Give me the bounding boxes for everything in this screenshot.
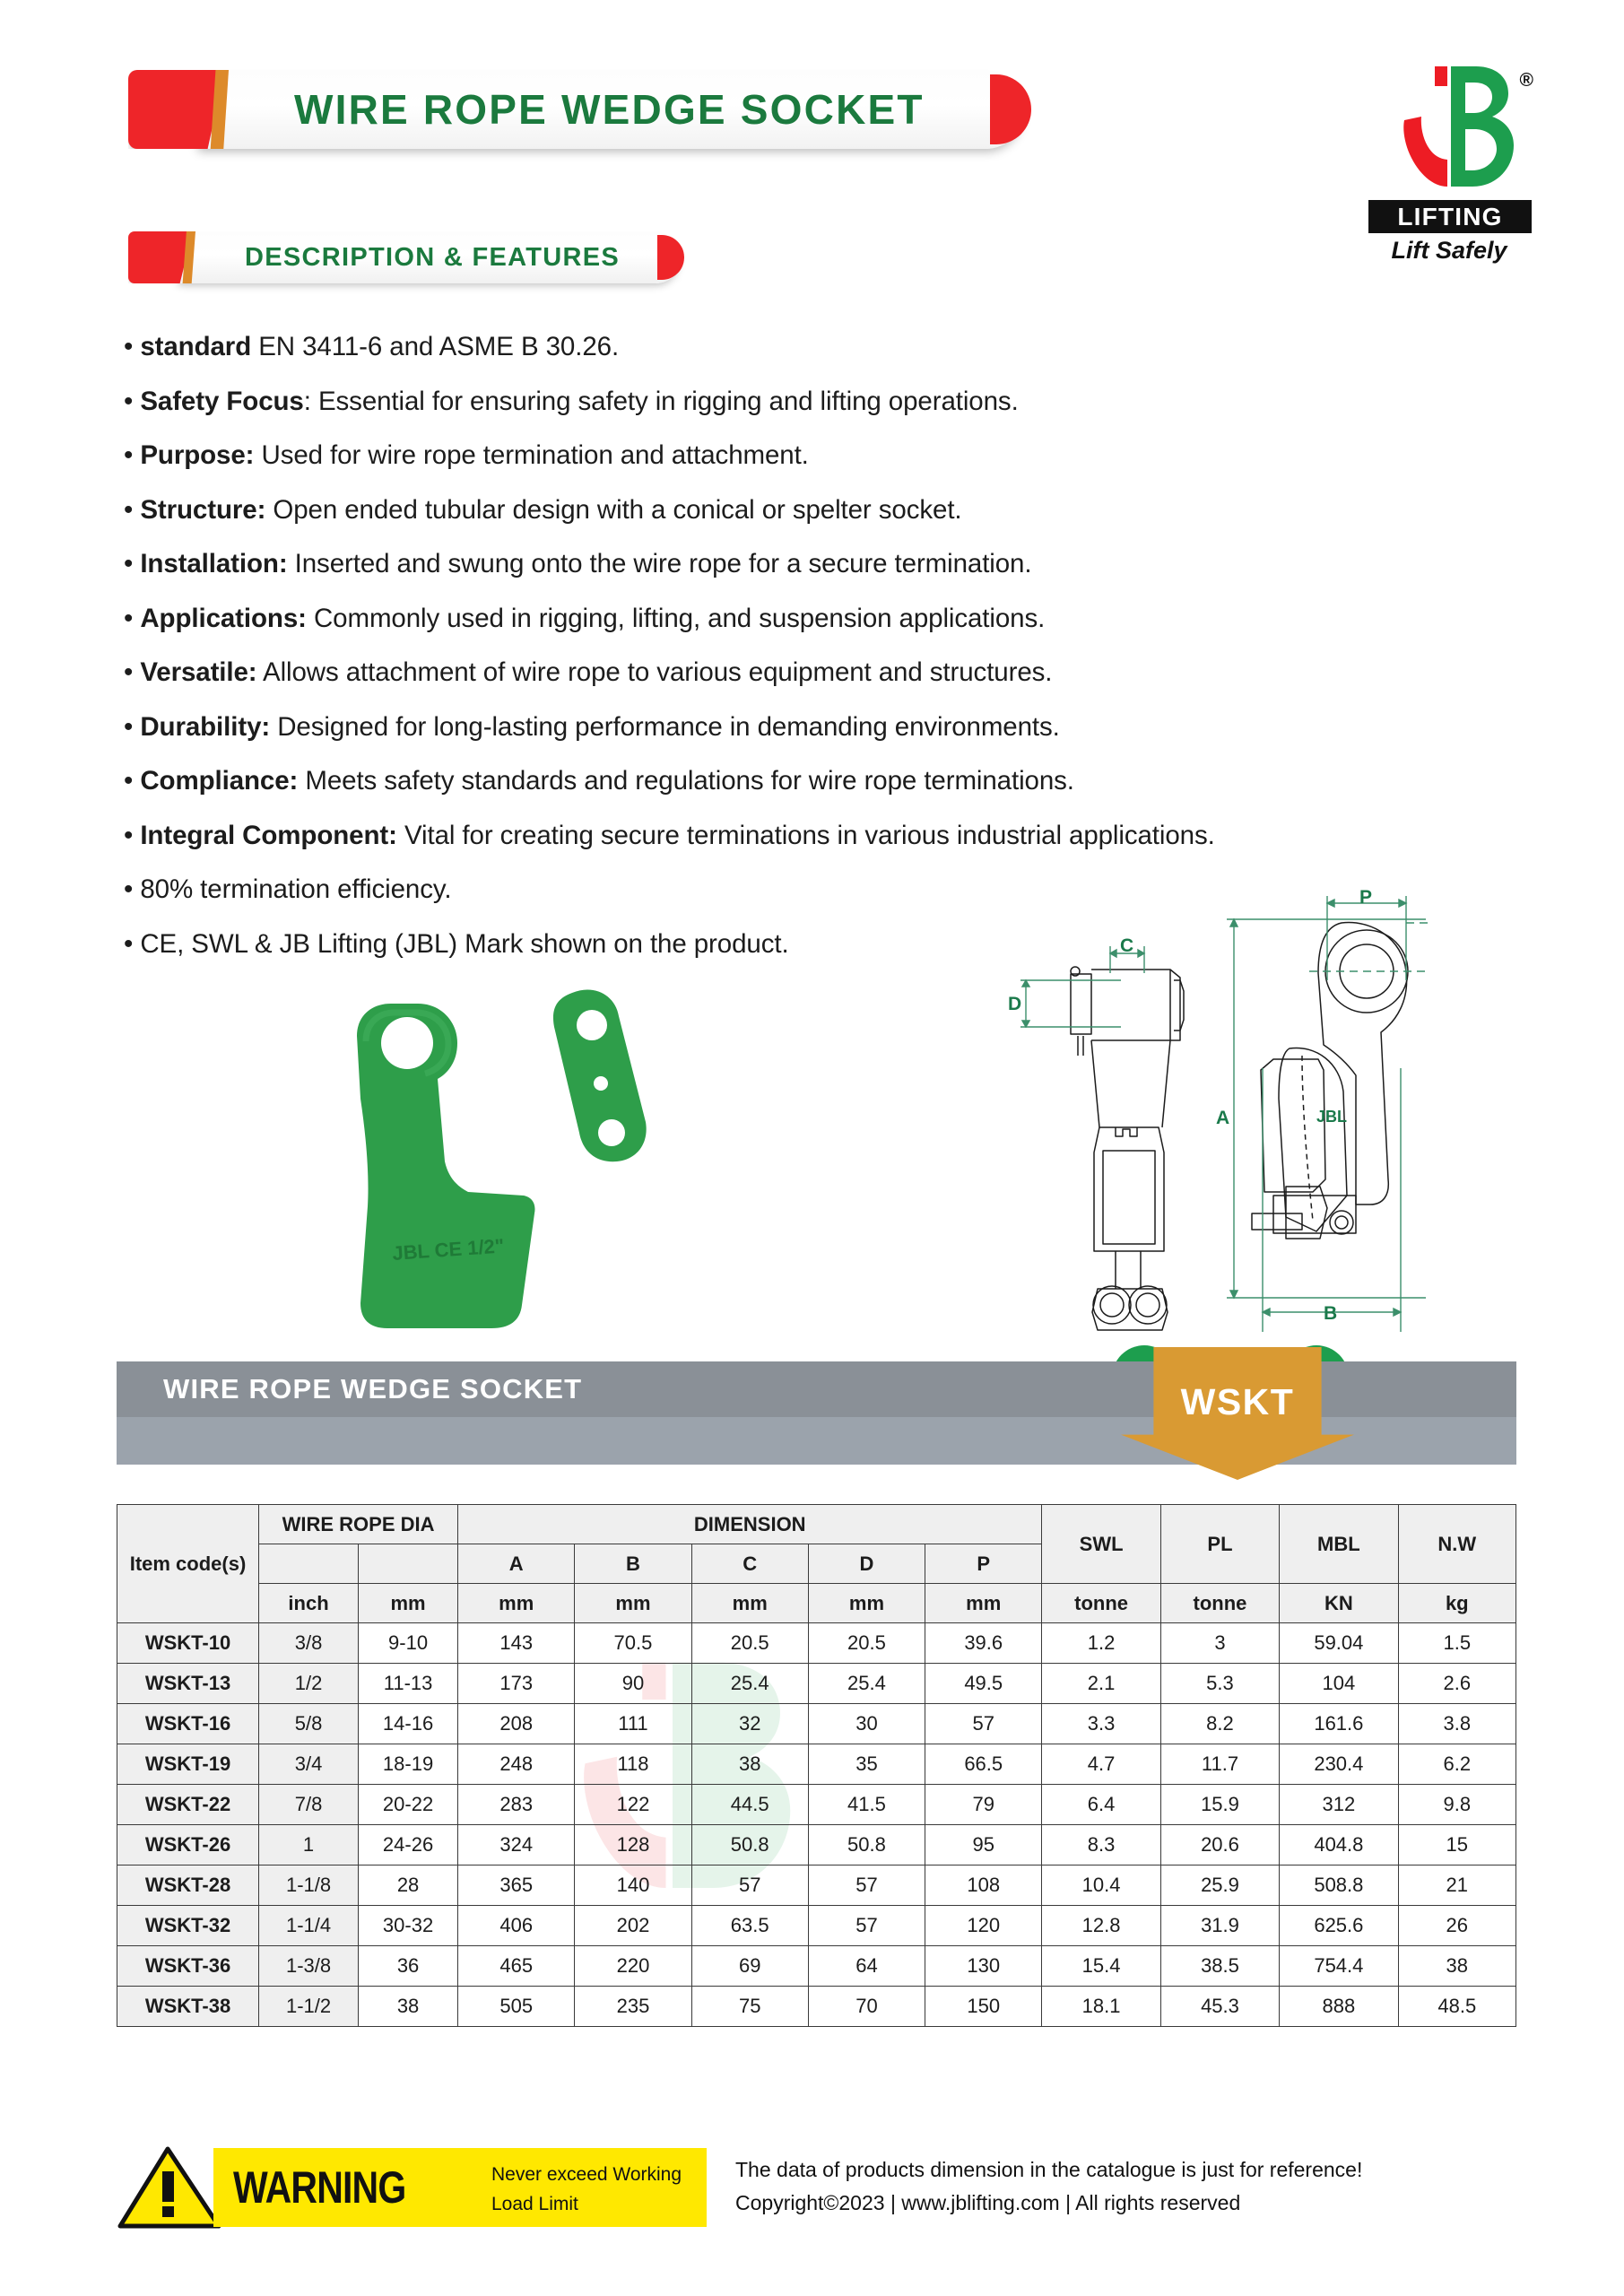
table-units-row: [117, 1584, 1516, 1623]
cell-dia-mm: 38: [359, 1987, 458, 2027]
cell-b: 202: [575, 1906, 691, 1946]
cell-p: 108: [925, 1866, 1042, 1906]
cell-inch: 3/8: [259, 1623, 359, 1664]
cell-a: 505: [458, 1987, 575, 2027]
cell-mbl: 104: [1280, 1664, 1398, 1704]
cell-inch: 1-1/8: [259, 1866, 359, 1906]
cell-b: 111: [575, 1704, 691, 1744]
cell-dia-mm: 14-16: [359, 1704, 458, 1744]
cell-code: WSKT-10: [117, 1623, 259, 1664]
cell-d: 57: [808, 1866, 925, 1906]
feature-label: Installation:: [140, 549, 288, 578]
cell-mbl: 312: [1280, 1785, 1398, 1825]
cell-nw: 3.8: [1398, 1704, 1515, 1744]
cell-dia-mm: 24-26: [359, 1825, 458, 1866]
feature-item: • Compliance: Meets safety standards and regulations for wire rope terminations.: [124, 766, 1074, 796]
cell-c: 25.4: [691, 1664, 808, 1704]
feature-item: • Purpose: Used for wire rope termination and attachment.: [124, 440, 809, 470]
cell-code: WSKT-16: [117, 1704, 259, 1744]
feature-text: Vital for creating secure terminations in various industrial applications.: [396, 820, 1215, 850]
cell-mbl: 888: [1280, 1987, 1398, 2027]
table-row: [117, 1906, 1516, 1946]
cell-p: 66.5: [925, 1744, 1042, 1785]
table-row: [117, 1785, 1516, 1825]
section-cap-right: [657, 235, 684, 280]
feature-text: Used for wire rope termination and attachment.: [254, 440, 809, 470]
page-title: WIRE ROPE WEDGE SOCKET: [294, 86, 925, 133]
cell-b: 235: [575, 1987, 691, 2027]
th-unit-pl: tonne: [1160, 1584, 1279, 1623]
cell-swl: 6.4: [1042, 1785, 1160, 1825]
cell-dia-mm: 28: [359, 1866, 458, 1906]
feature-text: : Essential for ensuring safety in rigging and lifting operations.: [303, 386, 1019, 416]
cell-c: 20.5: [691, 1623, 808, 1664]
cell-swl: 18.1: [1042, 1987, 1160, 2027]
cell-c: 69: [691, 1946, 808, 1987]
product-banner: [117, 1361, 1516, 1465]
cell-dia-mm: 11-13: [359, 1664, 458, 1704]
cell-pl: 5.3: [1160, 1664, 1279, 1704]
page-footer: [117, 2146, 1516, 2245]
feature-label: Purpose:: [140, 440, 255, 470]
cell-nw: 48.5: [1398, 1987, 1515, 2027]
warning-detail: Never exceed Working Load Limit: [491, 2164, 682, 2214]
cell-mbl: 161.6: [1280, 1704, 1398, 1744]
cell-swl: 2.1: [1042, 1664, 1160, 1704]
dimension-label-A: A: [1216, 1108, 1230, 1128]
cell-nw: 15: [1398, 1825, 1515, 1866]
cell-b: 220: [575, 1946, 691, 1987]
cell-code: WSKT-36: [117, 1946, 259, 1987]
th-unit-b: mm: [575, 1584, 691, 1623]
cell-dia-mm: 20-22: [359, 1785, 458, 1825]
cell-c: 32: [691, 1704, 808, 1744]
cell-code: WSKT-38: [117, 1987, 259, 2027]
cell-d: 57: [808, 1906, 925, 1946]
table-row: [117, 1946, 1516, 1987]
th-unit-mm: mm: [359, 1584, 458, 1623]
feature-item: • CE, SWL & JB Lifting (JBL) Mark shown on the product.: [124, 928, 789, 959]
feature-item: • Structure: Open ended tubular design with a conical or spelter socket.: [124, 494, 962, 525]
wedge-socket-body: [357, 1004, 535, 1328]
th-unit-nw: kg: [1398, 1584, 1515, 1623]
th-wire-rope-dia: WIRE ROPE DIA: [259, 1505, 458, 1544]
cell-p: 39.6: [925, 1623, 1042, 1664]
feature-text: Commonly used in rigging, lifting, and suspension applications.: [306, 603, 1046, 633]
cell-d: 64: [808, 1946, 925, 1987]
cell-nw: 9.8: [1398, 1785, 1515, 1825]
jb-lifting-logo: [1359, 61, 1539, 272]
th-unit-inch: inch: [259, 1584, 359, 1623]
cell-code: WSKT-26: [117, 1825, 259, 1866]
cell-swl: 4.7: [1042, 1744, 1160, 1785]
dimension-label-B: B: [1324, 1303, 1338, 1324]
th-dim-p: P: [925, 1544, 1042, 1584]
cell-pl: 25.9: [1160, 1866, 1279, 1906]
cell-b: 122: [575, 1785, 691, 1825]
cell-c: 75: [691, 1987, 808, 2027]
cell-a: 248: [458, 1744, 575, 1785]
feature-label: Durability:: [140, 711, 271, 742]
cell-dia-mm: 30-32: [359, 1906, 458, 1946]
footer-copyright: Copyright©2023 | www.jblifting.com | All rights reserved: [735, 2191, 1241, 2215]
registered-trademark-icon: ®: [1519, 70, 1533, 91]
cell-code: WSKT-19: [117, 1744, 259, 1785]
cell-p: 57: [925, 1704, 1042, 1744]
warning-word: WARNING: [233, 2162, 406, 2213]
feature-label: Versatile:: [140, 657, 257, 687]
cell-a: 406: [458, 1906, 575, 1946]
cell-swl: 8.3: [1042, 1825, 1160, 1866]
feature-item: • Versatile: Allows attachment of wire rope to various equipment and structures.: [124, 657, 1053, 687]
feature-label: Safety Focus: [140, 386, 304, 416]
feature-item: • 80% termination efficiency.: [124, 874, 452, 904]
cell-mbl: 59.04: [1280, 1623, 1398, 1664]
feature-item: • Durability: Designed for long-lasting performance in demanding environments.: [124, 711, 1060, 742]
cell-inch: 3/4: [259, 1744, 359, 1785]
th-nw: N.W: [1398, 1505, 1515, 1584]
specification-table: [117, 1504, 1516, 2027]
th-item-code: Item code(s): [117, 1505, 259, 1623]
cell-inch: 1-3/8: [259, 1946, 359, 1987]
cell-dia-mm: 36: [359, 1946, 458, 1987]
th-dim-a: A: [458, 1544, 575, 1584]
cell-inch: 5/8: [259, 1704, 359, 1744]
cell-inch: 1-1/4: [259, 1906, 359, 1946]
th-unit-a: mm: [458, 1584, 575, 1623]
drawing-side-view: [1252, 923, 1408, 1239]
th-unit-p: mm: [925, 1584, 1042, 1623]
feature-text: Designed for long-lasting performance in demanding environments.: [270, 711, 1060, 742]
feature-label: standard: [140, 332, 252, 361]
th-dim-d: D: [808, 1544, 925, 1584]
th-unit-mbl: KN: [1280, 1584, 1398, 1623]
page-title-banner: [128, 70, 1025, 149]
cell-a: 283: [458, 1785, 575, 1825]
feature-text: Inserted and swung onto the wire rope for a secure termination.: [287, 549, 1032, 578]
cell-d: 25.4: [808, 1664, 925, 1704]
cell-swl: 3.3: [1042, 1704, 1160, 1744]
cell-b: 140: [575, 1866, 691, 1906]
cell-d: 41.5: [808, 1785, 925, 1825]
cell-b: 128: [575, 1825, 691, 1866]
cell-b: 118: [575, 1744, 691, 1785]
feature-label: Applications:: [140, 603, 307, 633]
specification-table-wrap: [117, 1504, 1516, 2027]
dimension-label-P: P: [1359, 887, 1373, 908]
th-dim-b: B: [575, 1544, 691, 1584]
drawing-front-view: [1071, 967, 1184, 1330]
cell-code: WSKT-22: [117, 1785, 259, 1825]
cell-a: 143: [458, 1623, 575, 1664]
cell-inch: 1-1/2: [259, 1987, 359, 2027]
cell-nw: 26: [1398, 1906, 1515, 1946]
table-header-row-1: [117, 1505, 1516, 1544]
cell-pl: 38.5: [1160, 1946, 1279, 1987]
product-code-label: WSKT: [1180, 1381, 1295, 1422]
cell-mbl: 404.8: [1280, 1825, 1398, 1866]
warning-triangle-icon: [117, 2146, 222, 2229]
footer-disclaimer: The data of products dimension in the catalogue is just for reference!: [735, 2158, 1363, 2181]
th-unit-c: mm: [691, 1584, 808, 1623]
feature-item: • Safety Focus: Essential for ensuring safety in rigging and lifting operations.: [124, 386, 1019, 416]
cell-a: 365: [458, 1866, 575, 1906]
cell-a: 173: [458, 1664, 575, 1704]
cell-mbl: 230.4: [1280, 1744, 1398, 1785]
cell-c: 63.5: [691, 1906, 808, 1946]
product-photo: [332, 982, 708, 1350]
cell-nw: 1.5: [1398, 1623, 1515, 1664]
wedge-pin-plate: [553, 989, 647, 1161]
cell-d: 20.5: [808, 1623, 925, 1664]
cell-swl: 10.4: [1042, 1866, 1160, 1906]
cell-dia-mm: 9-10: [359, 1623, 458, 1664]
th-mbl: MBL: [1280, 1505, 1398, 1584]
cell-d: 35: [808, 1744, 925, 1785]
logo-wordmark: LIFTING: [1368, 200, 1532, 233]
section-title: DESCRIPTION & FEATURES: [245, 243, 620, 272]
cell-pl: 45.3: [1160, 1987, 1279, 2027]
feature-text: Meets safety standards and regulations for wire rope terminations.: [298, 766, 1074, 796]
cell-pl: 3: [1160, 1623, 1279, 1664]
table-row: [117, 1825, 1516, 1866]
feature-label: Integral Component:: [140, 820, 397, 850]
feature-item: • Installation: Inserted and swung onto the wire rope for a secure termination.: [124, 549, 1032, 578]
cell-pl: 11.7: [1160, 1744, 1279, 1785]
cell-c: 38: [691, 1744, 808, 1785]
dimension-labels: [1008, 887, 1372, 1324]
th-unit-d: mm: [808, 1584, 925, 1623]
section-header-banner: [128, 231, 684, 283]
dimension-label-D: D: [1008, 994, 1022, 1014]
product-banner-title: WIRE ROPE WEDGE SOCKET: [163, 1373, 583, 1405]
dimension-label-C: C: [1120, 935, 1134, 956]
cell-c: 50.8: [691, 1825, 808, 1866]
feature-text: EN 3411-6 and ASME B 30.26.: [251, 332, 620, 361]
cell-d: 70: [808, 1987, 925, 2027]
table-row: [117, 1704, 1516, 1744]
cell-a: 465: [458, 1946, 575, 1987]
table-row: [117, 1866, 1516, 1906]
cell-mbl: 754.4: [1280, 1946, 1398, 1987]
table-row: [117, 1664, 1516, 1704]
cell-c: 57: [691, 1866, 808, 1906]
cell-nw: 38: [1398, 1946, 1515, 1987]
cell-inch: 1: [259, 1825, 359, 1866]
th-unit-swl: tonne: [1042, 1584, 1160, 1623]
feature-item: • standard EN 3411-6 and ASME B 30.26.: [124, 332, 620, 361]
warning-box: [213, 2148, 707, 2227]
title-cap-right: [990, 74, 1031, 144]
cell-nw: 21: [1398, 1866, 1515, 1906]
drawing-body-marking: JBL: [1316, 1108, 1348, 1126]
feature-text: Allows attachment of wire rope to various equipment and structures.: [256, 657, 1053, 687]
feature-text: Open ended tubular design with a conical or spelter socket.: [265, 494, 962, 525]
feature-label: Compliance:: [140, 766, 299, 796]
cell-p: 79: [925, 1785, 1042, 1825]
cell-pl: 20.6: [1160, 1825, 1279, 1866]
cell-d: 30: [808, 1704, 925, 1744]
feature-item: • Applications: Commonly used in rigging, lifting, and suspension applications.: [124, 603, 1046, 633]
cell-dia-mm: 18-19: [359, 1744, 458, 1785]
cell-code: WSKT-32: [117, 1906, 259, 1946]
cell-mbl: 508.8: [1280, 1866, 1398, 1906]
th-dia-spacer: [259, 1544, 359, 1584]
cell-p: 150: [925, 1987, 1042, 2027]
cell-d: 50.8: [808, 1825, 925, 1866]
feature-text: CE, SWL & JB Lifting (JBL) Mark shown on the product.: [140, 928, 789, 959]
table-row: [117, 1744, 1516, 1785]
table-body: [117, 1623, 1516, 2027]
cell-swl: 15.4: [1042, 1946, 1160, 1987]
cell-a: 324: [458, 1825, 575, 1866]
cell-code: WSKT-13: [117, 1664, 259, 1704]
cell-b: 70.5: [575, 1623, 691, 1664]
th-pl: PL: [1160, 1505, 1279, 1584]
th-dimension: DIMENSION: [458, 1505, 1042, 1544]
cell-mbl: 625.6: [1280, 1906, 1398, 1946]
feature-text: 80% termination efficiency.: [140, 874, 452, 904]
th-swl: SWL: [1042, 1505, 1160, 1584]
cell-swl: 1.2: [1042, 1623, 1160, 1664]
cell-p: 120: [925, 1906, 1042, 1946]
logo-tagline: Lift Safely: [1391, 237, 1507, 264]
cell-nw: 6.2: [1398, 1744, 1515, 1785]
cell-b: 90: [575, 1664, 691, 1704]
cell-inch: 7/8: [259, 1785, 359, 1825]
cell-pl: 8.2: [1160, 1704, 1279, 1744]
th-dia-spacer2: [359, 1544, 458, 1584]
feature-item: • Integral Component: Vital for creating secure terminations in various industrial applications.: [124, 820, 1215, 850]
cell-nw: 2.6: [1398, 1664, 1515, 1704]
footer-text: [735, 2153, 1515, 2221]
cell-p: 49.5: [925, 1664, 1042, 1704]
cell-p: 130: [925, 1946, 1042, 1987]
table-row: [117, 1623, 1516, 1664]
th-dim-c: C: [691, 1544, 808, 1584]
cell-a: 208: [458, 1704, 575, 1744]
table-row: [117, 1987, 1516, 2027]
technical-drawing: [1004, 883, 1524, 1350]
cell-inch: 1/2: [259, 1664, 359, 1704]
cell-c: 44.5: [691, 1785, 808, 1825]
cell-code: WSKT-28: [117, 1866, 259, 1906]
product-marking: JBL CE 1/2": [391, 1234, 506, 1265]
cell-p: 95: [925, 1825, 1042, 1866]
jb-monogram-icon: [1379, 61, 1523, 197]
cell-pl: 31.9: [1160, 1906, 1279, 1946]
cell-swl: 12.8: [1042, 1906, 1160, 1946]
feature-label: Structure:: [140, 494, 266, 525]
cell-pl: 15.9: [1160, 1785, 1279, 1825]
